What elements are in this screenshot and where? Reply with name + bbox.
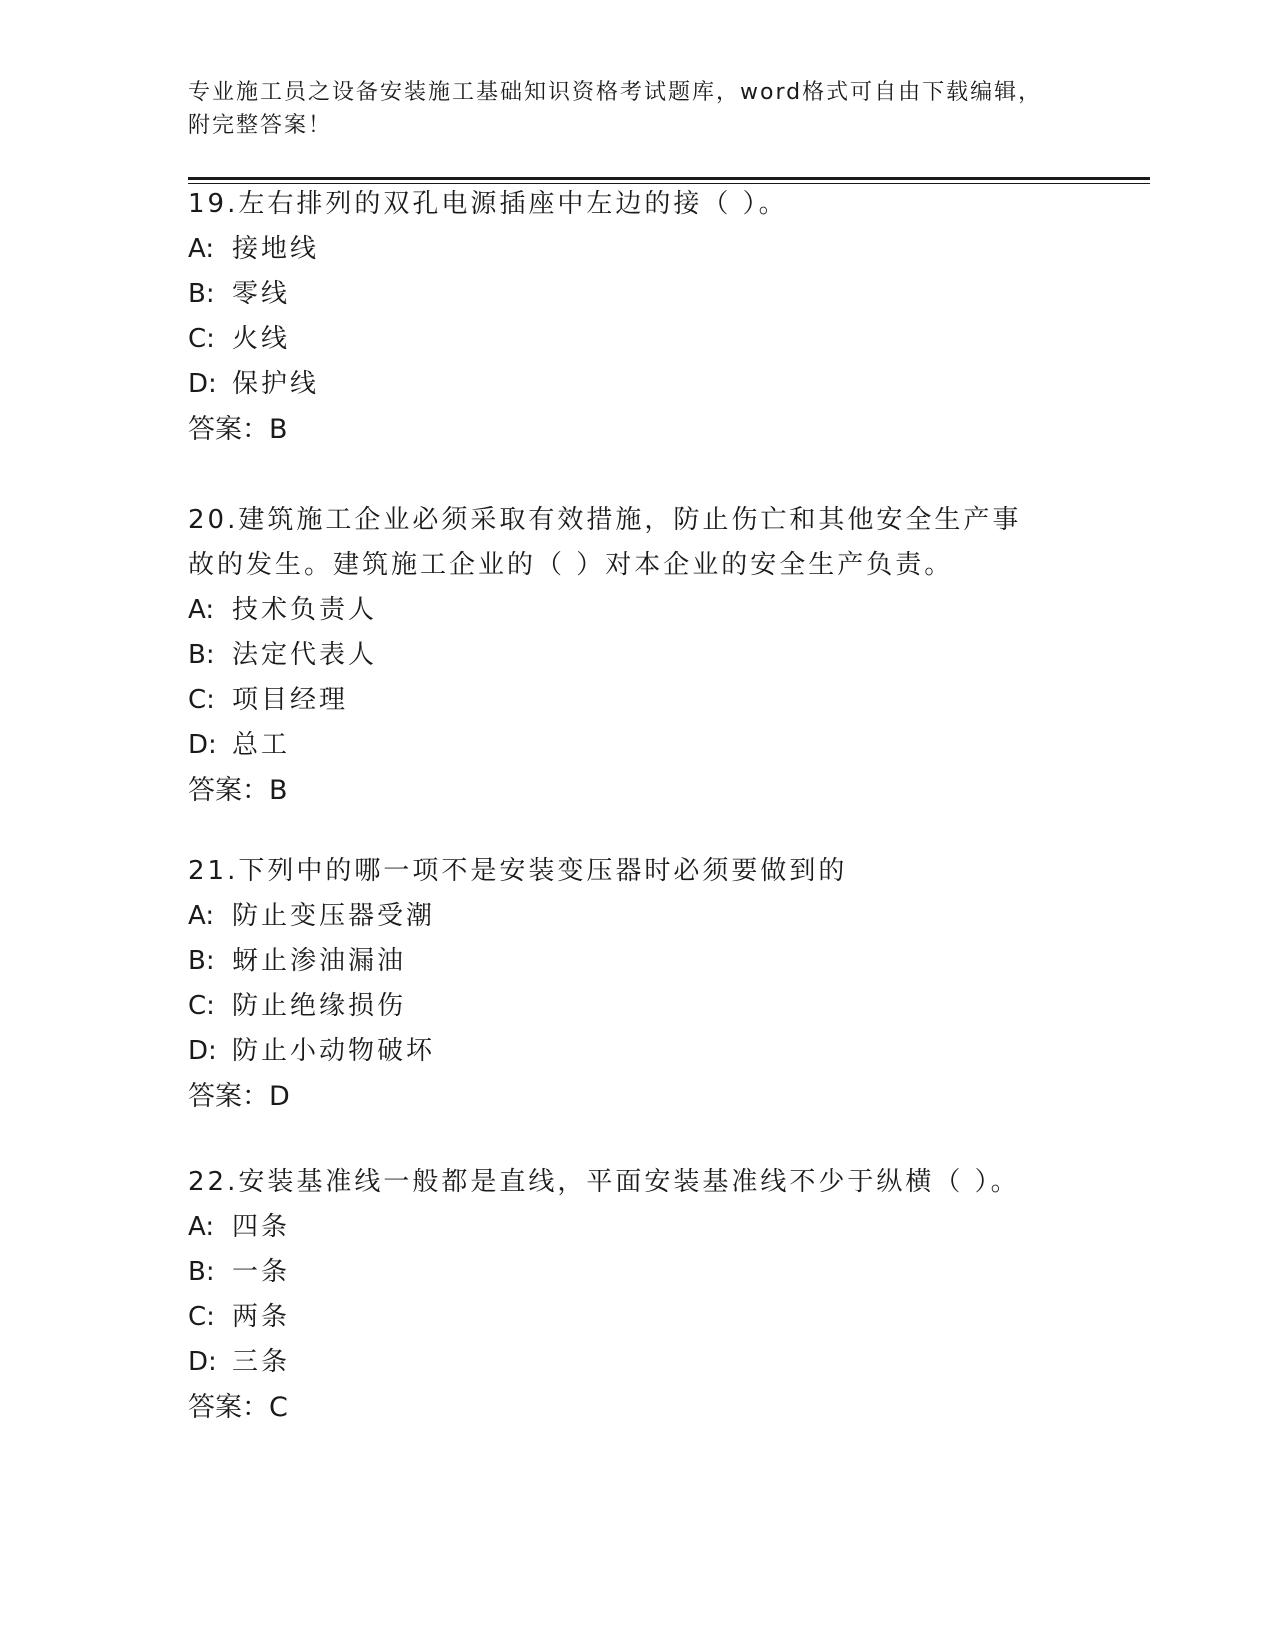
option-c: [188, 317, 1088, 362]
answer-line: 答案：D: [188, 1081, 290, 1112]
option-c: [188, 678, 1088, 723]
option-a: [188, 894, 1088, 939]
option-text: 三条: [232, 1347, 291, 1377]
option-letter: D:: [188, 1347, 217, 1377]
option-letter: C:: [188, 1302, 215, 1332]
option-text: 火线: [232, 324, 291, 354]
option-d: [188, 1340, 1088, 1385]
option-letter: A:: [188, 234, 215, 264]
option-c: [188, 1295, 1088, 1340]
header-divider-thick: [188, 177, 1150, 180]
question-21: [188, 849, 1088, 1120]
option-text: 零线: [232, 279, 291, 309]
option-letter: D:: [188, 369, 217, 399]
option-d: [188, 723, 1088, 768]
option-text: 防止变压器受潮: [232, 901, 436, 931]
answer-line: 答案：B: [188, 775, 288, 806]
header-line-1: 专业施工员之设备安装施工基础知识资格考试题库，word格式可自由下载编辑，: [188, 80, 1043, 105]
option-letter: B:: [188, 640, 215, 670]
question-title: 19.左右排列的双孔电源插座中左边的接（ ）。: [188, 189, 788, 219]
option-text: 两条: [232, 1302, 291, 1332]
option-letter: B:: [188, 1257, 215, 1287]
option-text: 技术负责人: [232, 595, 378, 625]
option-letter: A:: [188, 1212, 215, 1242]
option-b: [188, 633, 1088, 678]
option-letter: B:: [188, 279, 215, 309]
question-title: 22.安装基准线一般都是直线，平面安装基准线不少于纵横（ ）。: [188, 1167, 1020, 1197]
option-text: 防止小动物破坏: [232, 1036, 436, 1066]
option-text: 项目经理: [232, 685, 349, 715]
option-letter: D:: [188, 730, 217, 760]
option-b: [188, 1250, 1088, 1295]
option-a: [188, 1205, 1088, 1250]
option-letter: B:: [188, 946, 215, 976]
option-b: [188, 272, 1088, 317]
answer-line: 答案：C: [188, 1392, 288, 1423]
option-text: 总工: [232, 730, 291, 760]
option-text: 法定代表人: [232, 640, 378, 670]
option-a: [188, 588, 1088, 633]
option-letter: D:: [188, 1036, 217, 1066]
option-d: [188, 1029, 1088, 1074]
question-title: 21.下列中的哪一项不是安装变压器时必须要做到的: [188, 856, 848, 886]
question-19: [188, 182, 1088, 453]
question-20: [188, 498, 1088, 814]
option-text: 接地线: [232, 234, 320, 264]
option-text: 一条: [232, 1257, 291, 1287]
option-a: [188, 227, 1088, 272]
option-letter: C:: [188, 685, 215, 715]
option-text: 蚜止渗油漏油: [232, 946, 407, 976]
option-b: [188, 939, 1088, 984]
option-letter: C:: [188, 324, 215, 354]
question-22: [188, 1160, 1088, 1431]
option-text: 保护线: [232, 369, 320, 399]
option-c: [188, 984, 1088, 1029]
option-d: [188, 362, 1088, 407]
option-text: 四条: [232, 1212, 291, 1242]
option-letter: C:: [188, 991, 215, 1021]
option-text: 防止绝缘损伤: [232, 991, 407, 1021]
answer-line: 答案：B: [188, 414, 288, 445]
header-line-2: 附完整答案！: [188, 113, 333, 138]
option-letter: A:: [188, 901, 215, 931]
question-title: 20.建筑施工企业必须采取有效措施，防止伤亡和其他安全生产事故的发生。建筑施工企业的（ ）对本企业的安全生产负责。: [188, 505, 1022, 580]
option-letter: A:: [188, 595, 215, 625]
document-header: [188, 76, 1088, 142]
